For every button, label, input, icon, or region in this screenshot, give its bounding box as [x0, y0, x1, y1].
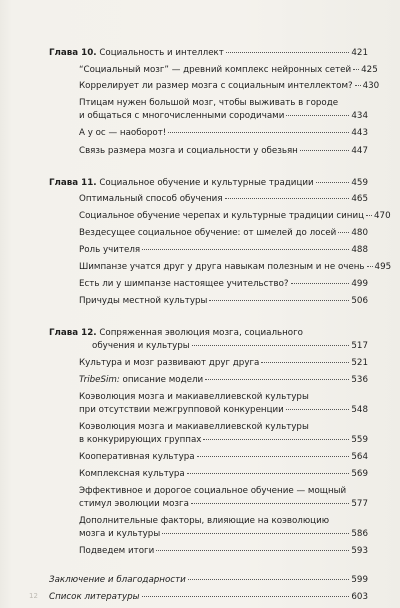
- page-number: 480: [351, 228, 368, 238]
- page-number: 564: [351, 452, 368, 462]
- item-title: описание модели: [119, 375, 204, 385]
- leader-dots: [300, 150, 350, 151]
- toc-item[interactable]: [79, 404, 368, 416]
- item-title: стимул эволюции мозга: [79, 499, 189, 509]
- page-number: 495: [374, 262, 392, 272]
- toc-item[interactable]: [79, 261, 392, 273]
- page-footer-mark: 12: [29, 592, 38, 600]
- chapter-title-cont: обучения и культуры: [92, 341, 190, 351]
- chapter-number: Глава 12.: [49, 328, 97, 338]
- leader-dots: [197, 456, 350, 457]
- item-title: Оптимальный способ обучения: [79, 194, 223, 204]
- item-title-line1: Птицам нужен большой мозг, чтобы выживать в городе: [79, 98, 339, 108]
- leader-dots: [205, 379, 349, 380]
- chapter-12-title-line1: [49, 327, 368, 339]
- page-number: 559: [351, 435, 368, 445]
- leader-dots: [286, 115, 349, 116]
- page-number: 447: [351, 146, 368, 156]
- chapter-title: Социальность и интеллект: [99, 48, 224, 58]
- page-number: 586: [351, 529, 368, 539]
- leader-dots: [338, 232, 349, 233]
- item-title: Коррелирует ли размер мозга с социальным интеллектом?: [79, 81, 353, 91]
- leader-dots: [225, 198, 350, 199]
- page-number: 425: [361, 65, 378, 75]
- toc-item[interactable]: [79, 434, 368, 446]
- leader-dots: [156, 550, 349, 551]
- page-number: 517: [351, 341, 368, 351]
- page-number: 470: [374, 211, 391, 221]
- item-title: Связь размера мозга и социальности у обезьян: [79, 146, 298, 156]
- page-number: 599: [351, 575, 368, 585]
- toc-item[interactable]: [79, 278, 368, 290]
- item-title: Список литературы: [49, 592, 140, 602]
- leader-dots: [353, 69, 359, 70]
- toc-item[interactable]: [79, 110, 368, 122]
- toc-item[interactable]: [79, 468, 368, 480]
- item-title: в конкурирующих группах: [79, 435, 202, 445]
- leader-dots: [366, 215, 372, 216]
- toc-item[interactable]: [79, 227, 368, 239]
- chapter-11-entry[interactable]: [49, 177, 368, 189]
- toc-item[interactable]: [79, 295, 368, 307]
- page-number: 593: [351, 546, 368, 556]
- leader-dots: [261, 362, 349, 363]
- leader-dots: [209, 300, 349, 301]
- item-title: Кооперативная культура: [79, 452, 195, 462]
- leader-dots: [162, 533, 349, 534]
- page-number: 434: [351, 111, 368, 121]
- item-title: “Социальный мозг” — древний комплекс нейронных сетей: [79, 65, 352, 75]
- leader-dots: [187, 473, 350, 474]
- toc-item[interactable]: [79, 528, 368, 540]
- leader-dots: [191, 503, 350, 504]
- item-title-line1: Коэволюция мозга и макиавеллиевской культуры: [79, 392, 309, 402]
- item-title: Роль учителя: [79, 245, 141, 255]
- leader-dots: [192, 345, 350, 346]
- chapter-10-entry[interactable]: [49, 47, 368, 59]
- page-number: 506: [351, 296, 368, 306]
- item-title: Заключение и благодарности: [49, 575, 186, 585]
- item-title-line1: Коэволюция мозга и макиавеллиевской культуры: [79, 422, 309, 432]
- leader-dots: [142, 249, 349, 250]
- back-matter-entry[interactable]: [49, 591, 368, 603]
- leader-dots: [203, 439, 349, 440]
- page-number: 459: [351, 178, 368, 188]
- page-number: 421: [351, 48, 368, 58]
- leader-dots: [188, 579, 350, 580]
- item-title-line1: Эффективное и дорогое социальное обучение — мощный: [79, 486, 347, 496]
- item-title: Культура и мозг развивают друг друга: [79, 358, 260, 368]
- item-title-line1: Дополнительные факторы, влияющие на коэволюцию: [79, 516, 330, 526]
- chapter-title: Социальное обучение и культурные традиции: [99, 178, 314, 188]
- leader-dots: [367, 266, 373, 267]
- toc-item[interactable]: [79, 244, 368, 256]
- toc-item[interactable]: [79, 210, 391, 222]
- item-title: при отсутствии межгрупповой конкуренции: [79, 405, 284, 415]
- page-number: 443: [351, 128, 368, 138]
- toc-item[interactable]: [79, 374, 368, 386]
- leader-dots: [226, 52, 350, 53]
- leader-dots: [142, 596, 350, 597]
- item-title-italic: TribeSim:: [79, 375, 120, 385]
- toc-item[interactable]: [79, 193, 368, 205]
- item-title: А у ос — наоборот!: [79, 128, 167, 138]
- page-number: 548: [351, 405, 368, 415]
- item-title: мозга и культуры: [79, 529, 161, 539]
- item-title: Подведем итоги: [79, 546, 155, 556]
- item-title: Социальное обучение черепах и культурные традиции синиц: [79, 211, 365, 221]
- leader-dots: [291, 283, 350, 284]
- page-number: 499: [351, 279, 368, 289]
- toc-item[interactable]: [79, 545, 368, 557]
- page-number: 569: [351, 469, 368, 479]
- page-number: 488: [351, 245, 368, 255]
- item-title: Есть ли у шимпанзе настоящее учительство?: [79, 279, 289, 289]
- chapter-number: Глава 11.: [49, 178, 97, 188]
- toc-item[interactable]: [79, 64, 378, 76]
- toc-item[interactable]: [79, 498, 368, 510]
- item-title: Причуды местной культуры: [79, 296, 208, 306]
- item-title: Вездесущее социальное обучение: от шмелей до лосей: [79, 228, 337, 238]
- chapter-12-entry[interactable]: [92, 340, 368, 352]
- chapter-title: Сопряженная эволюция мозга, социального: [99, 328, 303, 338]
- toc-item[interactable]: [79, 80, 380, 92]
- toc-item[interactable]: [79, 357, 368, 369]
- page-number: 521: [351, 358, 368, 368]
- item-title: Комплексная культура: [79, 469, 185, 479]
- leader-dots: [355, 85, 361, 86]
- page-number: 603: [351, 592, 368, 602]
- item-title: Шимпанзе учатся друг у друга навыкам полезным и не очень: [79, 262, 365, 272]
- page-number: 536: [351, 375, 368, 385]
- leader-dots: [168, 132, 349, 133]
- page-number: 465: [351, 194, 368, 204]
- toc-item[interactable]: [79, 127, 368, 139]
- toc-item[interactable]: [79, 145, 368, 157]
- chapter-number: Глава 10.: [49, 48, 97, 58]
- item-title: и общаться с многочисленными сородичами: [79, 111, 285, 121]
- page-number: 430: [362, 81, 380, 91]
- leader-dots: [316, 182, 350, 183]
- page-number: 577: [351, 499, 368, 509]
- back-matter-entry[interactable]: [49, 574, 368, 586]
- leader-dots: [286, 409, 350, 410]
- toc-item[interactable]: [79, 451, 368, 463]
